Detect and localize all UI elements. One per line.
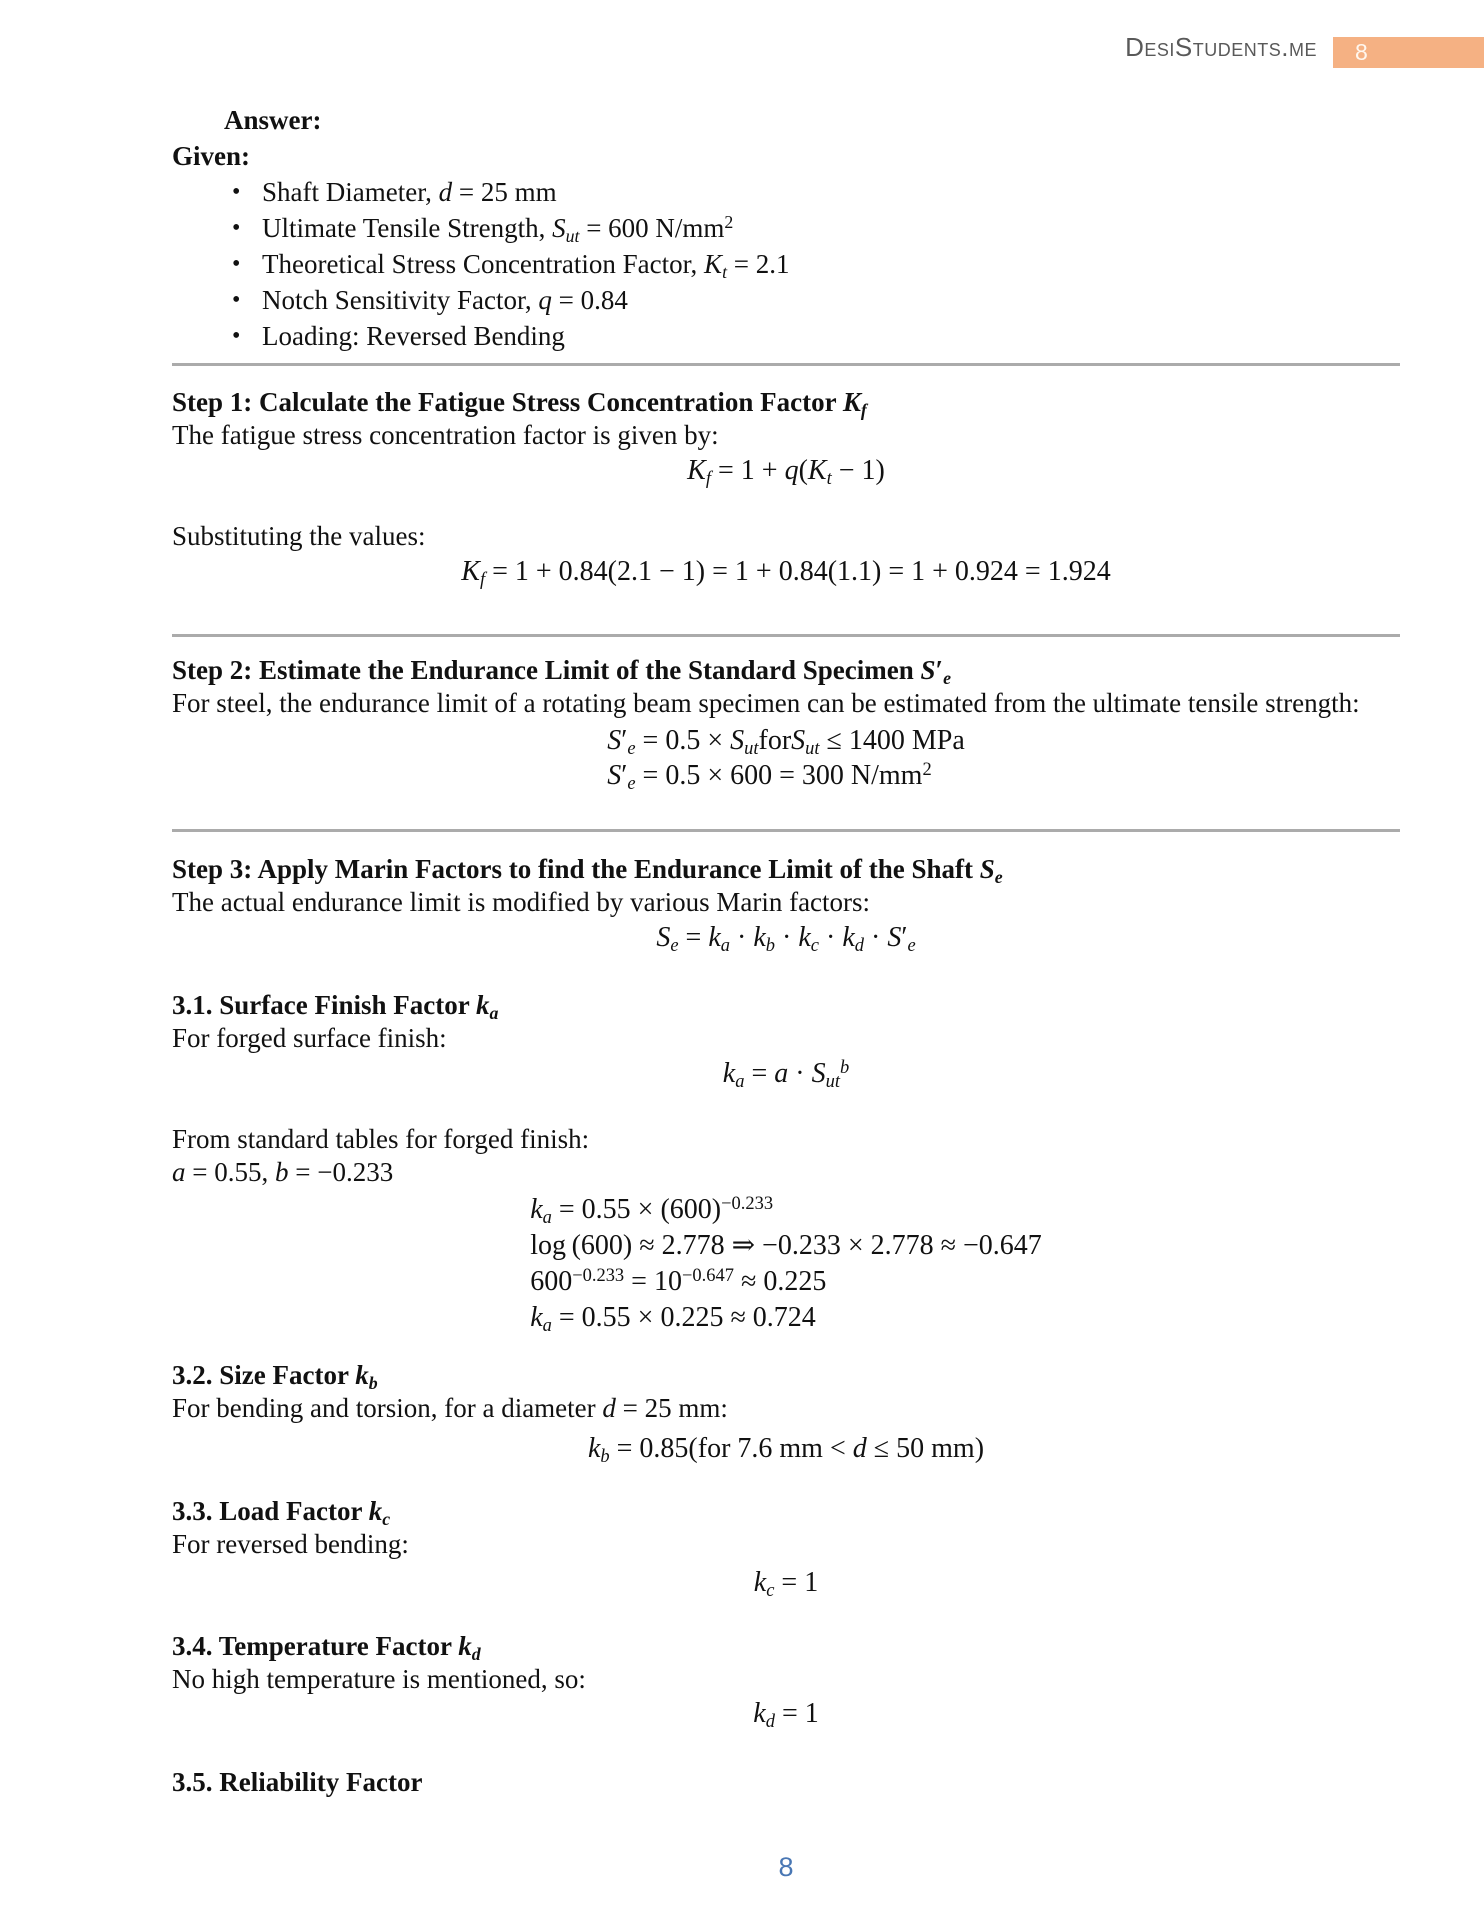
- section-divider: [172, 634, 1400, 637]
- step2-formula-line: $S'_e = 0.5$ × $S_{ut}forS_{ut} \le 1400$ MPa: [607, 725, 965, 759]
- section-divider: [172, 363, 1400, 366]
- step1-intro: The fatigue stress concentration factor is given by:: [172, 420, 719, 450]
- step3-formula: $S_e = k_a \cdot k_b \cdot k_c \cdot k_d \cdot S'_e$: [656, 922, 916, 956]
- given-item-ultimate-tensile-strength: [232, 210, 1400, 246]
- given-list: [172, 174, 1400, 354]
- section-3-2-intro: For bending and torsion, for a diameter d = 25 mm:: [172, 1393, 728, 1423]
- step1-substituted-formula: $K_f = 1 + 0.84(2.1 - 1) = 1 + 0.84(1.1) = 1 + 0.924 = 1.924$: [461, 556, 1111, 590]
- given-item-stress-concentration-factor: [232, 246, 1400, 282]
- step2-formula-block: [172, 723, 1400, 793]
- given-item-text: Shaft Diameter, d = 25 mm: [262, 177, 557, 207]
- section-divider: [172, 829, 1400, 832]
- calc-line: $k_a = 0.55 \times 0.225 \approx 0.724$: [530, 1302, 816, 1336]
- calc-line: $k_a = 0.55 \times (600)^{-0.233}$: [530, 1192, 774, 1228]
- section-3-3-heading: 3.3. Load Factor $k_c$: [172, 1496, 391, 1529]
- given-item-text: Loading: Reversed Bending: [262, 321, 565, 351]
- calc-line: $600^{-0.233} = 10^{-0.647} \approx 0.225$: [530, 1264, 827, 1297]
- given-item-shaft-diameter: [232, 174, 1400, 210]
- footer-page-number: 8: [778, 1852, 794, 1882]
- section-3-3-formula: $k_c = 1$: [753, 1567, 819, 1601]
- calc-line: log (600) ≈ 2.778 ⇒ −0.233 × 2.778 ≈ −0.647: [530, 1230, 1042, 1261]
- section-3-1-constants: a = 0.55, b = −0.233: [172, 1157, 394, 1187]
- step1-heading: Step 1: Calculate the Fatigue Stress Concentration Factor $K_f$: [172, 387, 867, 420]
- answer-label: Answer:: [224, 105, 322, 135]
- given-item-notch-sensitivity: [232, 282, 1400, 318]
- step2-formula-line: $S'_e = 0.5 \times 600 = 300$ $N/mm^2$: [607, 758, 932, 794]
- header-site-name: DesiStudents.me: [1125, 32, 1317, 62]
- section-3-5-heading: 3.5. Reliability Factor: [172, 1767, 423, 1797]
- step3-intro: The actual endurance limit is modified by various Marin factors:: [172, 887, 871, 917]
- section-3-1-calculation-block: [172, 1192, 1400, 1336]
- given-item-loading: [232, 318, 1400, 354]
- step1-substituting-label: Substituting the values:: [172, 521, 426, 551]
- section-3-4-intro: No high temperature is mentioned, so:: [172, 1664, 586, 1694]
- section-3-1-heading: 3.1. Surface Finish Factor $k_a$: [172, 990, 499, 1023]
- given-label: Given:: [172, 141, 250, 171]
- header-page-number-badge: 8: [1333, 37, 1484, 68]
- section-3-1-tables-note: From standard tables for forged finish:: [172, 1124, 590, 1154]
- section-3-2-formula: $k_b = 0.85(for$ 7.6 mm < d ≤ 50 mm): [587, 1433, 985, 1467]
- section-3-2-heading: 3.2. Size Factor $k_b$: [172, 1360, 378, 1393]
- step3-heading: Step 3: Apply Marin Factors to find the Endurance Limit of the Shaft $S_e$: [172, 854, 1003, 887]
- section-3-3-intro: For reversed bending:: [172, 1529, 409, 1559]
- step1-formula: $K_f = 1 + q(K_t - 1)$: [687, 455, 885, 489]
- given-item-text: Ultimate Tensile Strength, $S_{ut} = 600$ $N/mm^2$: [262, 212, 734, 246]
- section-3-4-heading: 3.4. Temperature Factor $k_d$: [172, 1631, 481, 1664]
- given-item-text: Notch Sensitivity Factor, q = 0.84: [262, 285, 628, 315]
- step2-heading: Step 2: Estimate the Endurance Limit of the Standard Specimen $S'_e$: [172, 655, 952, 688]
- section-3-4-formula: $k_d = 1$: [753, 1698, 819, 1732]
- section-3-1-formula: $k_a = a \cdot S_{ut}^b$: [722, 1056, 850, 1092]
- given-item-text: Theoretical Stress Concentration Factor, $K_t = 2.1$: [262, 249, 790, 282]
- section-3-1-intro: For forged surface finish:: [172, 1023, 447, 1053]
- step2-intro: For steel, the endurance limit of a rotating beam specimen can be estimated from the ultimate tensile strength:: [172, 688, 1360, 718]
